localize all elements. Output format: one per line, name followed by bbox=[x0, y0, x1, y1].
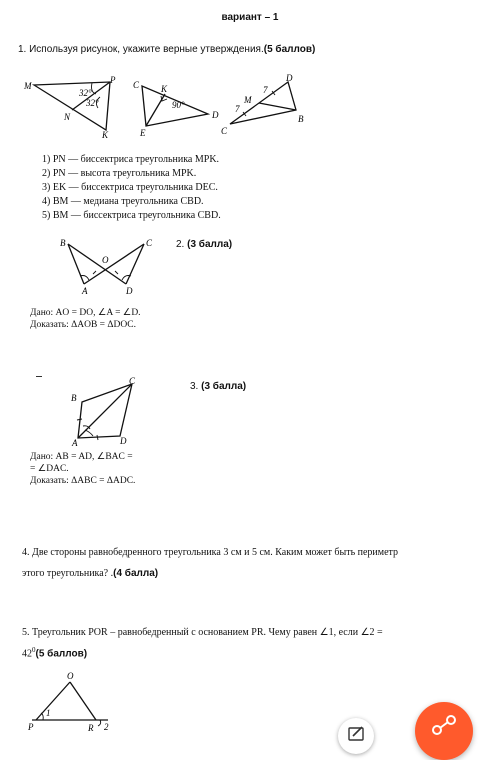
figure-triangle-ced bbox=[128, 76, 228, 138]
fig-q2-label-d: D bbox=[126, 286, 133, 296]
question-4-line1: 4. Две стороны равнобедренного треугольника 3 см и 5 см. Каким может быть периметр bbox=[22, 547, 399, 558]
question-5-line1: 5. Треугольник POR – равнобедренный с основанием PR. Чему равен ∠1, если ∠2 = bbox=[22, 627, 383, 638]
statement-5: 5) BM — биссектриса треугольника CBD. bbox=[42, 210, 221, 221]
question-3-given-line2: = ∠DAC. bbox=[30, 464, 69, 474]
fig-q5-angle-2: 2 bbox=[104, 722, 109, 732]
figure-triangle-mpk bbox=[22, 72, 122, 142]
fig2-angle: 90° bbox=[172, 100, 185, 110]
figure-bowtie bbox=[56, 234, 166, 298]
fig1-label-p: P bbox=[110, 75, 116, 85]
share-button[interactable] bbox=[415, 702, 473, 760]
fig-q2-label-b: B bbox=[60, 238, 66, 248]
figure-triangle-por bbox=[26, 670, 126, 732]
fig3-label-m: M bbox=[244, 95, 252, 105]
question-3-points: (3 балла) bbox=[201, 381, 247, 392]
question-1-text bbox=[18, 43, 315, 57]
fig1-label-m: M bbox=[24, 81, 32, 91]
fig1-angle-bottom: 32° bbox=[86, 98, 99, 108]
question-1-prompt: 1. Используя рисунок, укажите верные утверждения. bbox=[18, 44, 264, 55]
figure-triangle-cbd bbox=[218, 72, 308, 138]
question-5-angle-value: 42 bbox=[22, 648, 32, 660]
question-5-line2 bbox=[22, 643, 87, 661]
fig3-tick-label-1: 7 bbox=[263, 85, 268, 95]
fig-q5-angle-1: 1 bbox=[46, 708, 51, 718]
statement-2: 2) PN — высота треугольника MPK. bbox=[42, 168, 197, 179]
question-4-points: (4 балла) bbox=[113, 568, 159, 579]
question-2-heading bbox=[176, 238, 232, 252]
figure-quadrilateral-abcd bbox=[66, 374, 146, 448]
fig-q3-label-a: A bbox=[72, 438, 78, 448]
fig1-label-n: N bbox=[64, 112, 71, 122]
statement-list bbox=[42, 153, 221, 223]
fig3-label-c: C bbox=[221, 126, 228, 136]
fig3-label-b: B bbox=[298, 114, 304, 124]
question-2-given: Дано: AO = DO, ∠A = ∠D. bbox=[30, 308, 141, 318]
question-4-line2 bbox=[22, 567, 158, 581]
question-2-prove: Доказать: ΔAOB = ΔDOC. bbox=[30, 320, 136, 330]
question-5-points: (5 баллов) bbox=[35, 648, 88, 660]
statement-4: 4) BM — медиана треугольника CBD. bbox=[42, 196, 204, 207]
share-icon bbox=[415, 708, 473, 742]
fig1-angle-top: 32° bbox=[79, 88, 92, 98]
page-title: вариант – 1 bbox=[221, 12, 279, 23]
fig-q5-label-p: P bbox=[28, 722, 34, 732]
question-2-number: 2. bbox=[176, 239, 185, 250]
fig-q3-label-c: C bbox=[129, 376, 136, 386]
fig2-label-d: D bbox=[212, 110, 219, 120]
question-3-number: 3. bbox=[190, 381, 199, 392]
statement-1: 1) PN — биссектриса треугольника MPK. bbox=[42, 154, 220, 165]
fig-q2-label-c: C bbox=[146, 238, 153, 248]
question-4-text-line2: этого треугольника? . bbox=[22, 568, 114, 579]
fig2-label-k: K bbox=[161, 84, 168, 94]
fig3-label-d: D bbox=[286, 73, 293, 83]
edit-button[interactable] bbox=[338, 718, 374, 754]
fig-q5-label-r: R bbox=[88, 723, 94, 732]
statement-3: 3) EK — биссектриса треугольника DEC. bbox=[42, 182, 218, 193]
question-3-prove: Доказать: ΔABC = ΔADC. bbox=[30, 476, 136, 486]
question-3-heading bbox=[190, 380, 246, 394]
fig-q2-label-o: O bbox=[102, 255, 109, 265]
question-5-degree: 0 bbox=[32, 646, 36, 654]
fig-q3-label-d: D bbox=[120, 436, 127, 446]
question-1-points: (5 баллов) bbox=[263, 44, 316, 55]
fig3-tick-label-2: 7 bbox=[235, 104, 240, 114]
pencil-icon bbox=[338, 722, 374, 746]
fig2-label-c: C bbox=[133, 80, 140, 90]
fig-q5-label-o: O bbox=[67, 671, 74, 681]
fig2-label-e: E bbox=[140, 128, 146, 138]
fig-q3-label-b: B bbox=[71, 393, 77, 403]
question-3-given-line1: Дано: AB = AD, ∠BAC = bbox=[30, 452, 133, 462]
stray-mark bbox=[36, 376, 42, 377]
fig-q2-label-a: A bbox=[82, 286, 88, 296]
question-2-points: (3 балла) bbox=[187, 239, 233, 250]
fig1-label-k: K bbox=[102, 130, 109, 140]
